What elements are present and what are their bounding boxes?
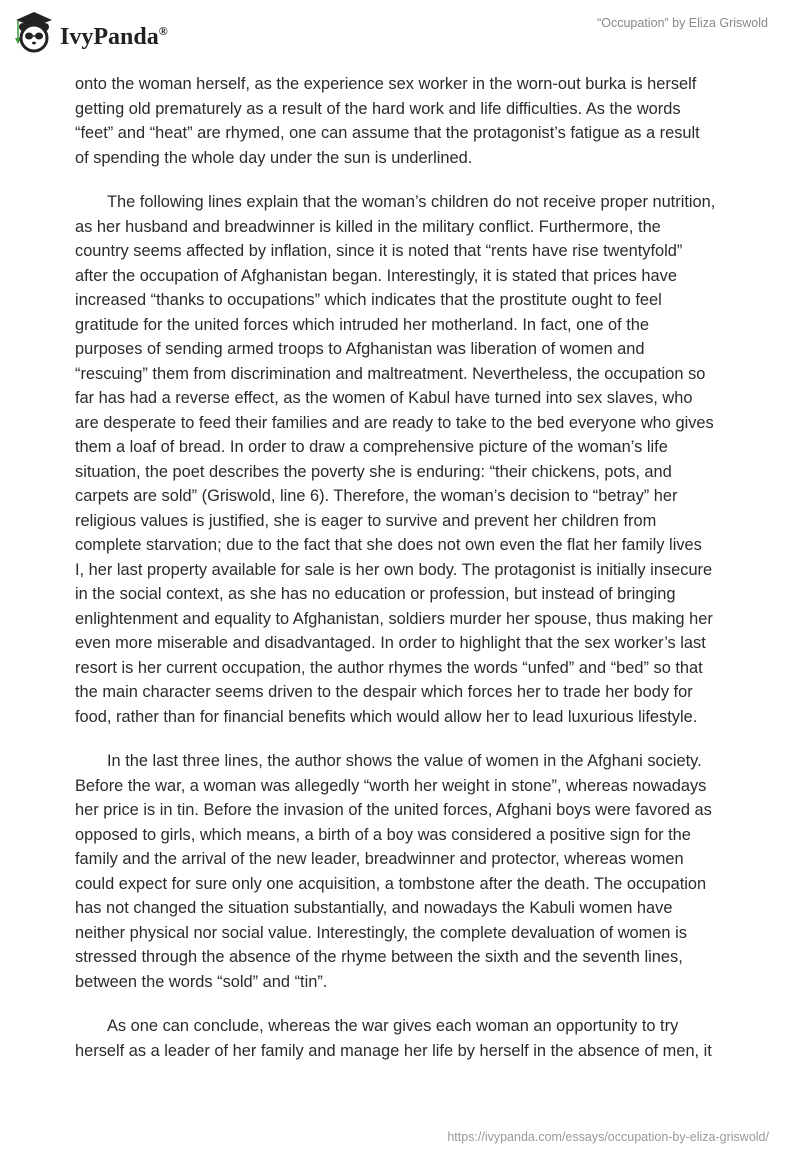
- text-line: after the occupation of Afghanistan began. Interestingly, it is stated that prices have: [75, 266, 677, 285]
- text-line: them a loaf of bread. In order to draw a comprehensive picture of the woman’s life: [75, 438, 668, 456]
- paragraph: [75, 1014, 775, 1063]
- text-line: of spending the whole day under the sun is underlined.: [75, 148, 473, 167]
- text-line: as her husband and breadwinner is killed in the military conflict. Furthermore, the: [75, 217, 661, 236]
- text-line: food, rather than for financial benefits which would allow her to lead luxurious lifestyle.: [75, 707, 698, 726]
- text-line: neither physical nor social value. Interestingly, the complete devaluation of women is: [75, 923, 687, 942]
- text-line: As one can conclude, whereas the war gives each woman an opportunity to try: [107, 1017, 679, 1035]
- text-line: in the social context, as she has no education or profession, but instead of bringing: [75, 585, 676, 603]
- paragraph: [75, 72, 775, 170]
- text-line: situation, the poet describes the poverty she is enduring: “their chickens, pots, and: [75, 462, 672, 481]
- text-line: family and the arrival of the new leader, breadwinner and protector, whereas women: [75, 850, 684, 868]
- text-line: carpets are sold” (Griswold, line 6). Therefore, the woman’s decision to “betray” her: [75, 487, 678, 505]
- text-line: getting old prematurely as a result of the hard work and life difficulties. As the words: [75, 99, 681, 118]
- text-line: stressed through the absence of the rhyme between the sixth and the seventh lines,: [75, 948, 683, 966]
- essay-body: [75, 72, 775, 1083]
- text-line: increased “thanks to occupations” which indicates that the prostitute ought to feel: [75, 291, 662, 309]
- text-line: complete starvation; due to the fact that she does not own even the flat her family lives: [75, 536, 702, 554]
- document-title: “Occupation” by Eliza Griswold: [597, 16, 768, 30]
- text-line: Before the war, a woman was allegedly “worth her weight in stone”, whereas nowadays: [75, 776, 707, 795]
- text-line: opposed to girls, which means, a birth of a boy was considered a positive sign for the: [75, 825, 691, 844]
- logo-text: IvyPanda®: [60, 23, 168, 50]
- paragraph: [75, 749, 775, 994]
- text-line: “feet” and “heat” are rhymed, one can assume that the protagonist’s fatigue as a result: [75, 124, 700, 142]
- text-line: The following lines explain that the woman’s children do not receive proper nutrition,: [107, 193, 716, 211]
- text-line: country seems affected by inflation, since it is noted that “rents have rise twentyfold”: [75, 242, 683, 260]
- text-line: far has had a reverse effect, as the women of Kabul have turned into sex slaves, who: [75, 389, 693, 407]
- text-line: purposes of sending armed troops to Afghanistan was liberation of women and: [75, 340, 645, 358]
- text-line: In the last three lines, the author shows the value of women in the Afghani society.: [107, 752, 702, 770]
- text-line: enlightenment and equality to Afghanistan, soldiers murder her spouse, thus making her: [75, 609, 713, 628]
- text-line: between the words “sold” and “tin”.: [75, 972, 328, 991]
- text-line: the main character seems driven to the despair which forces her to trade her body for: [75, 683, 693, 701]
- text-line: even more miserable and disadvantaged. In order to highlight that the sex worker’s last: [75, 634, 706, 652]
- ivypanda-logo[interactable]: [12, 8, 168, 54]
- text-line: her price is in tin. Before the invasion of the united forces, Afghani boys were favored as: [75, 801, 712, 819]
- panda-graduate-icon: [12, 8, 54, 54]
- text-line: I, her last property available for sale is her own body. The protagonist is initially insecure: [75, 560, 713, 579]
- footer-url[interactable]: https://ivypanda.com/essays/occupation-by-eliza-griswold/: [447, 1130, 769, 1144]
- text-line: resort is her current occupation, the author rhymes the words “unfed” and “bed” so that: [75, 658, 703, 677]
- text-line: could expect for sure only one acquisition, a tombstone after the death. The occupation: [75, 874, 707, 893]
- text-line: gratitude for the united forces which intruded her motherland. In fact, one of the: [75, 315, 650, 334]
- text-line: “rescuing” them from discrimination and maltreatment. Nevertheless, the occupation so: [75, 364, 706, 383]
- text-line: has not changed the situation substantially, and nowadays the Kabuli women have: [75, 899, 673, 917]
- text-line: onto the woman herself, as the experience sex worker in the worn-out burka is herself: [75, 75, 697, 93]
- paragraph: [75, 190, 775, 729]
- text-line: are desperate to feed their families and are ready to take to the bed everyone who gives: [75, 413, 714, 432]
- text-line: religious values is justified, she is eager to survive and prevent her children from: [75, 511, 657, 530]
- text-line: herself as a leader of her family and manage her life by herself in the absence of men, it: [75, 1041, 712, 1060]
